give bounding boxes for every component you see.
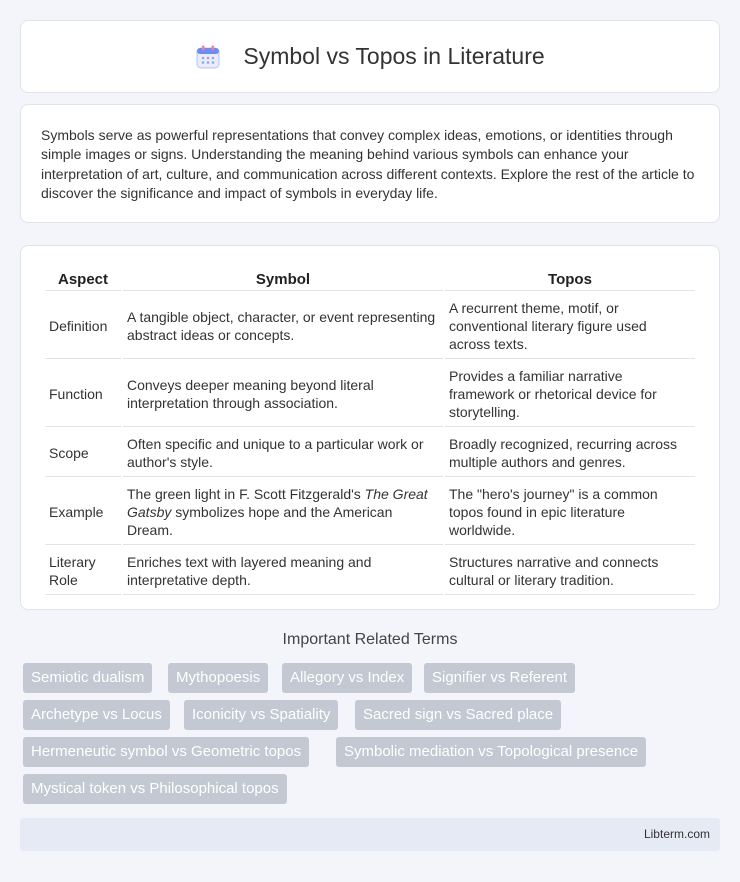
cell-symbol: Enriches text with layered meaning and interpretative depth.: [123, 547, 443, 595]
symbol-example-pre: The green light in F. Scott Fitzgerald's: [127, 485, 365, 502]
symbol-example-post: symbolizes hope and the American Dream.: [127, 503, 393, 538]
related-term-tag[interactable]: Mystical token vs Philosophical topos: [23, 774, 287, 804]
cell-symbol: A tangible object, character, or event representing abstract ideas or concepts.: [123, 293, 443, 359]
title-card: [20, 20, 720, 93]
cell-topos: Structures narrative and connects cultural or literary tradition.: [445, 547, 695, 595]
intro-card: [20, 104, 720, 223]
footer: [20, 818, 720, 851]
header-symbol: Symbol: [123, 266, 443, 291]
footer-brand[interactable]: Libterm.com: [643, 827, 710, 841]
cell-aspect: Example: [45, 479, 121, 545]
related-terms-title: Important Related Terms: [282, 631, 458, 648]
table-row: [45, 429, 695, 477]
related-term-tag[interactable]: Hermeneutic symbol vs Geometric topos: [23, 737, 309, 767]
related-term-tag[interactable]: Mythopoesis: [168, 663, 268, 693]
table-header-row: [45, 266, 695, 291]
related-term-tag[interactable]: Semiotic dualism: [23, 663, 152, 693]
calendar-icon: [195, 44, 221, 70]
table-row: [45, 547, 695, 595]
related-term-tag[interactable]: Allegory vs Index: [282, 663, 412, 693]
table-row: [45, 361, 695, 427]
cell-symbol: Often specific and unique to a particular work or author's style.: [123, 429, 443, 477]
cell-symbol: Conveys deeper meaning beyond literal interpretation through association.: [123, 361, 443, 427]
related-term-tag[interactable]: Iconicity vs Spatiality: [184, 700, 338, 730]
table-row: [45, 479, 695, 545]
cell-topos: The "hero's journey" is a common topos found in epic literature worldwide.: [445, 479, 695, 545]
cell-aspect: Literary Role: [45, 547, 121, 595]
cell-topos: Provides a familiar narrative framework or rhetorical device for storytelling.: [445, 361, 695, 427]
related-term-tag[interactable]: Signifier vs Referent: [424, 663, 575, 693]
intro-text: Symbols serve as powerful representations that convey complex ideas, emotions, or identities through simple images or signs. Understanding the meaning behind various symbols can enhance your interpretation of art, culture, and communication across different contexts. Explore the rest of the article to discover the significance and impact of symbols in everyday life.: [41, 127, 695, 202]
related-term-tag[interactable]: Archetype vs Locus: [23, 700, 170, 730]
cell-aspect: Definition: [45, 293, 121, 359]
cell-aspect: Function: [45, 361, 121, 427]
book-title: The Great Gatsby: [127, 485, 428, 520]
comparison-table: [43, 264, 697, 597]
page-title: Symbol vs Topos in Literature: [243, 43, 545, 69]
header-aspect: Aspect: [45, 266, 121, 291]
related-term-tag[interactable]: Sacred sign vs Sacred place: [355, 700, 561, 730]
cell-topos: Broadly recognized, recurring across multiple authors and genres.: [445, 429, 695, 477]
cell-symbol: [123, 479, 443, 545]
cell-topos: A recurrent theme, motif, or conventional literary figure used across texts.: [445, 293, 695, 359]
comparison-table-card: [20, 245, 720, 610]
cell-aspect: Scope: [45, 429, 121, 477]
table-row: [45, 293, 695, 359]
related-term-tag[interactable]: Symbolic mediation vs Topological presence: [336, 737, 646, 767]
header-topos: Topos: [445, 266, 695, 291]
